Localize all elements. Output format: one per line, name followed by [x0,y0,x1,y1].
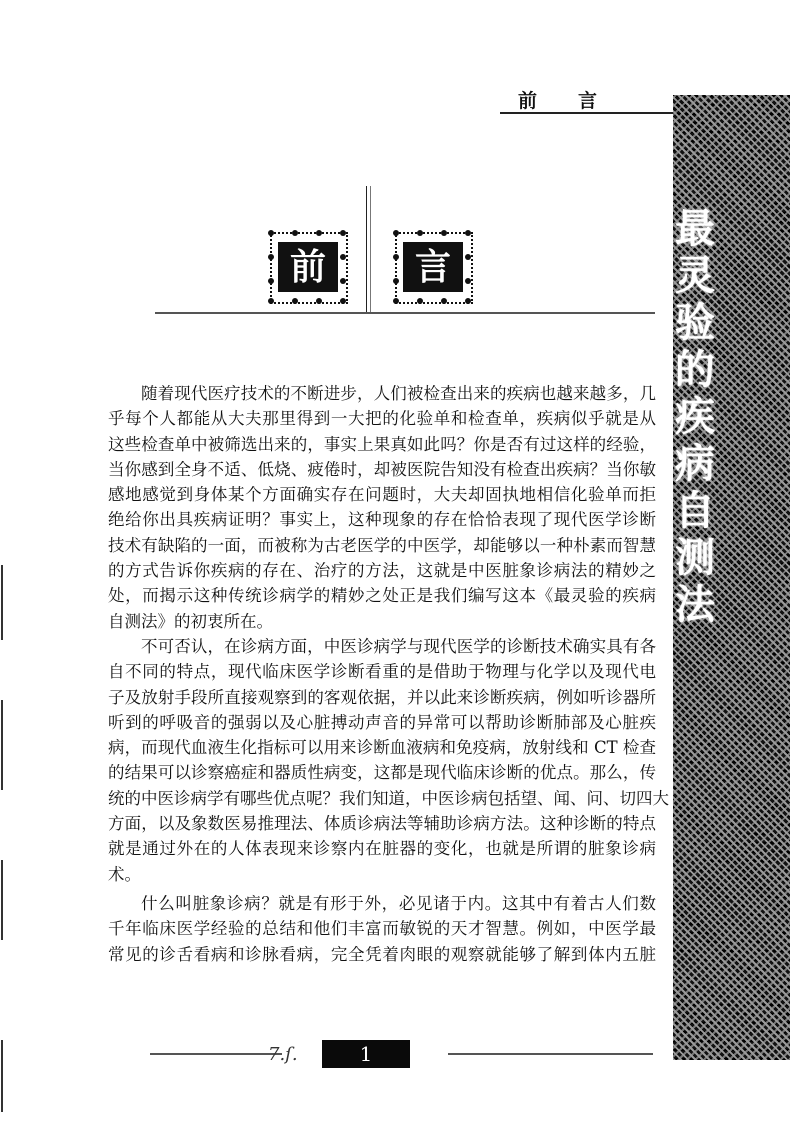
footer-rule-left [150,1053,282,1055]
chapter-title-box-2 [395,232,473,304]
side-title-char: 测 [675,535,715,581]
decorative-dot [465,230,471,236]
text-line: 自不同的特点，现代临床医学诊断看重的是借助于物理与化学以及现代电 [108,662,656,682]
chapter-title-char: 言 [403,242,463,292]
side-book-title [673,206,717,629]
paragraph [108,381,656,634]
decorative-dot [268,254,274,260]
text-line: 技术有缺陷的一面，而被称为古老医学的中医学，却能够以一种朴素而智慧 [108,535,656,555]
decorative-dot [340,254,346,260]
decorative-dot [417,230,423,236]
scan-margin-mark [1,700,3,790]
text-line: 什么叫脏象诊病？就是有形于外，必见诸于内。这其中有着古人们数 [141,893,656,913]
text-line: 常见的诊舌看病和诊脉看病，完全凭着肉眼的观察就能够了解到体内五脏 [108,944,656,964]
text-line: 绝给你出具疾病证明？事实上，这种现象的存在恰恰表现了现代医学诊断 [108,510,656,530]
side-title-char: 疾 [675,394,715,440]
scan-margin-mark [1,860,3,940]
text-line: 这些检查单中被筛选出来的，事实上果真如此吗？你是否有过这样的经验， [108,434,656,454]
decorative-dot [292,298,298,304]
paragraph [108,634,669,887]
text-line: 随着现代医疗技术的不断进步，人们被检查出来的疾病也越来越多，几 [141,384,656,403]
running-head-char: 言 [578,90,598,112]
decorative-dot [292,230,298,236]
decorative-dot [393,278,399,284]
decorative-dot [441,230,447,236]
text-line: 方面，以及象数医易推理法、体质诊病法等辅助诊病方法。这种诊断的特点 [108,814,656,834]
text-line: 子及放射手段所直接观察到的客观依据，并以此来诊断疾病，例如听诊器所 [108,687,656,707]
text-line: 自测法》的初衷所在。 [108,611,273,631]
header-rule [500,112,675,114]
running-head [518,86,598,113]
footer-rule-right [448,1053,653,1055]
text-line: 病，而现代血液生化指标可以用来诊断血液病和免疫病，放射线和 CT 检查 [108,738,656,758]
decorative-dot [417,298,423,304]
side-title-char: 自 [675,488,715,534]
decorative-dot [316,230,322,236]
text-line: 听到的呼吸音的强弱以及心脏搏动声音的异常可以帮助诊断肺部及心脏疾 [108,712,656,732]
decorative-dot [393,230,399,236]
side-title-char: 灵 [675,253,715,299]
scan-margin-mark [1,565,3,640]
text-line: 千年临床医学经验的总结和他们丰富而敏锐的天才智慧。例如，中医学最 [108,919,656,939]
handwritten-mark: 7.ſ. [268,1044,298,1065]
decorative-dot [268,298,274,304]
decorative-dot [268,230,274,236]
side-title-char: 病 [675,441,715,487]
text-line: 术。 [108,864,141,884]
decorative-dot [465,254,471,260]
decorative-dot [268,278,274,284]
text-line: 的结果可以诊察癌症和器质性病变，这都是现代临床诊断的优点。那么，传 [108,763,656,783]
chapter-title-char: 前 [278,242,338,292]
text-line: 感地感觉到身体某个方面确实存在问题时，大夫却固执地相信化验单而拒 [108,485,656,505]
text-line: 就是通过外在的人体表现来诊察内在脏器的变化，也就是所谓的脏象诊病 [108,839,656,859]
body-text [108,381,669,967]
title-rule [155,312,655,314]
decorative-dot [340,298,346,304]
chapter-title-box-1 [270,232,348,304]
title-divider-line [366,186,371,314]
text-line: 统的中医诊病学有哪些优点呢？我们知道，中医诊病包括望、闻、问、切四大 [108,788,669,808]
text-line: 不可否认，在诊病方面，中医诊病学与现代医学的诊断技术确实具有各 [141,636,656,656]
paragraph [108,891,656,967]
decorative-dot [393,254,399,260]
text-line: 当你感到全身不适、低烧、疲倦时，却被医院告知没有检查出疾病？当你敏 [108,459,656,479]
decorative-dot [340,278,346,284]
scan-margin-mark [1,1040,3,1112]
decorative-dot [465,298,471,304]
side-title-char: 最 [675,206,715,252]
decorative-dot [465,278,471,284]
text-line: 的方式告诉你疾病的存在、治疗的方法，这就是中医脏象诊病法的精妙之 [108,561,656,581]
text-line: 乎每个人都能从大夫那里得到一大把的化验单和检查单，疾病似乎就是从 [108,409,656,429]
decorative-dot [393,298,399,304]
side-title-char: 的 [675,347,715,393]
decorative-dot [316,298,322,304]
page-number: 1 [322,1040,410,1068]
decorative-dot [340,230,346,236]
running-head-char: 前 [518,90,538,112]
text-line: 处，而揭示这种传统诊病学的精妙之处正是我们编写这本《最灵验的疾病 [108,586,656,606]
side-title-char: 法 [675,582,715,628]
decorative-dot [441,298,447,304]
side-title-char: 验 [675,300,715,346]
